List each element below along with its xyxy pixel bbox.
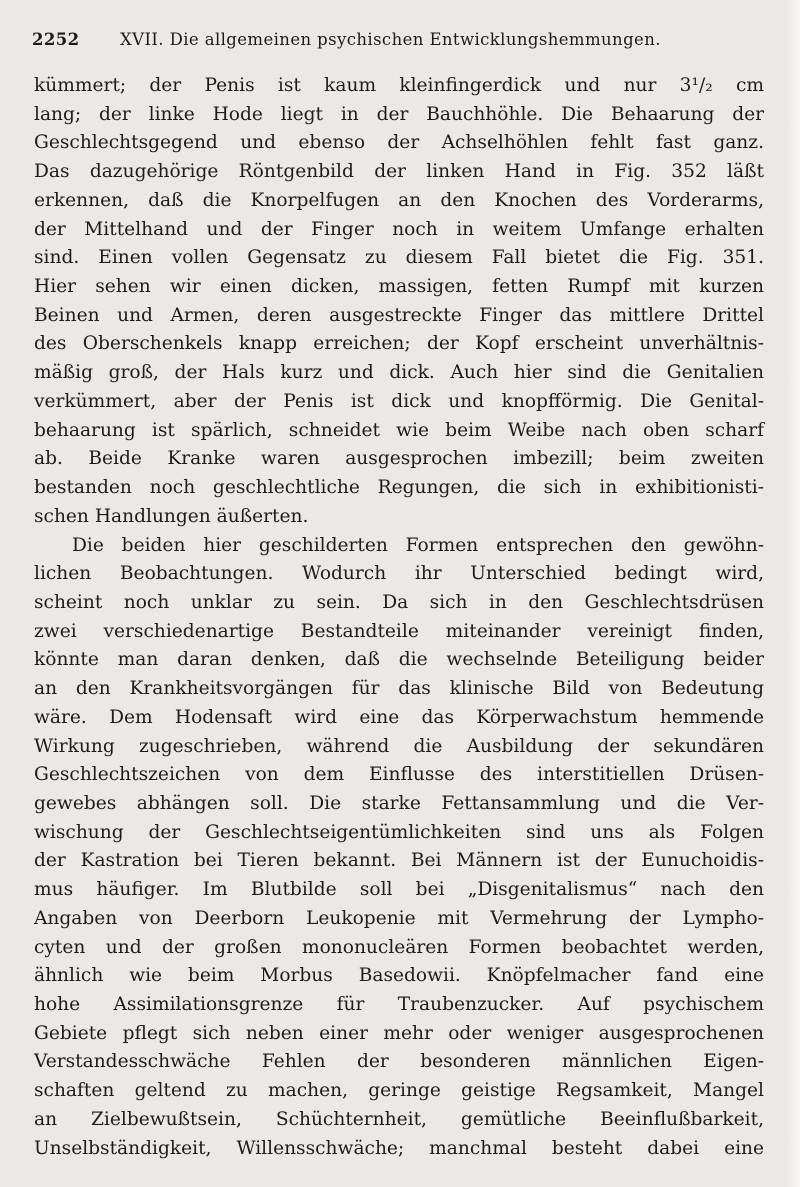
text-line: Das dazugehörige Röntgenbild der linken Hand in Fig. 352 läßt xyxy=(34,161,764,183)
text-line: gewebes abhängen soll. Die starke Fettansammlung und die Ver- xyxy=(34,792,764,814)
text-line: der Mittelhand und der Finger noch in weitem Umfange erhalten xyxy=(34,218,764,240)
body-text xyxy=(34,72,764,1163)
text-line: cyten und der großen mononucleären Formen beobachtet werden, xyxy=(34,936,764,958)
text-line: des Oberschenkels knapp erreichen; der Kopf erscheint unverhältnis- xyxy=(34,333,764,355)
text-line: Geschlechtsgegend und ebenso der Achselhöhlen fehlt fast ganz. xyxy=(34,132,764,154)
text-line: zwei verschiedenartige Bestandteile miteinander vereinigt finden, xyxy=(34,620,764,642)
text-line: kümmert; der Penis ist kaum kleinfingerdick und nur 3¹/₂ cm xyxy=(34,75,764,96)
text-line: an Zielbewußtsein, Schüchternheit, gemütliche Beeinflußbarkeit, xyxy=(34,1108,764,1130)
running-head-title: XVII. Die allgemeinen psychischen Entwicklungshemmungen. xyxy=(120,30,661,49)
text-line: lichen Beobachtungen. Wodurch ihr Unterschied bedingt wird, xyxy=(34,563,764,585)
text-line: Geschlechtszeichen von dem Einflusse des interstitiellen Drüsen- xyxy=(34,764,764,786)
text-line: verkümmert, aber der Penis ist dick und knopfförmig. Die Genital- xyxy=(34,390,764,412)
running-header xyxy=(32,30,772,54)
text-line: erkennen, daß die Knorpelfugen an den Knochen des Vorderarms, xyxy=(34,189,764,211)
text-line: Gebiete pflegt sich neben einer mehr oder weniger ausgesprochenen xyxy=(34,1022,764,1044)
text-line: Unselbständigkeit, Willensschwäche; manchmal besteht dabei eine xyxy=(34,1137,764,1159)
text-line: sind. Einen vollen Gegensatz zu diesem Fall bietet die Fig. 351. xyxy=(34,247,764,269)
text-line: lang; der linke Hode liegt in der Bauchhöhle. Die Behaarung der xyxy=(34,103,764,125)
text-line: wischung der Geschlechtseigentümlichkeiten sind uns als Folgen xyxy=(34,821,764,843)
paragraph-end-line: schen Handlungen äußerten. xyxy=(34,505,309,527)
text-line: Wirkung zugeschrieben, während die Ausbildung der sekundären xyxy=(34,735,764,757)
text-line: könnte man daran denken, daß die wechselnde Beteiligung beider xyxy=(34,649,764,671)
page-edge xyxy=(786,0,800,1187)
text-line: scheint noch unklar zu sein. Da sich in den Geschlechtsdrüsen xyxy=(34,591,764,613)
text-line: behaarung ist spärlich, schneidet wie beim Weibe nach oben scharf xyxy=(34,419,764,441)
text-line: hohe Assimilationsgrenze für Traubenzucker. Auf psychischem xyxy=(34,994,764,1015)
text-line: Angaben von Deerborn Leukopenie mit Vermehrung der Lympho- xyxy=(34,907,764,929)
text-line: mus häufiger. Im Blutbilde soll bei „Disgenitalismus“ nach den xyxy=(34,879,764,901)
text-line: Verstandesschwäche Fehlen der besonderen männlichen Eigen- xyxy=(34,1051,764,1073)
text-line: wäre. Dem Hodensaft wird eine das Körperwachstum hemmende xyxy=(34,706,764,728)
text-line: bestanden noch geschlechtliche Regungen, die sich in exhibitionisti- xyxy=(34,477,764,499)
page-number: 2252 xyxy=(32,30,80,49)
text-line: schaften geltend zu machen, geringe geistige Regsamkeit, Mangel xyxy=(34,1080,764,1102)
text-line: ab. Beide Kranke waren ausgesprochen imbezill; beim zweiten xyxy=(34,448,764,470)
text-line: an den Krankheitsvorgängen für das klinische Bild von Bedeutung xyxy=(34,678,764,700)
text-line: Hier sehen wir einen dicken, massigen, fetten Rumpf mit kurzen xyxy=(34,276,764,298)
text-line: der Kastration bei Tieren bekannt. Bei Männern ist der Eunuchoidis- xyxy=(34,850,764,872)
paragraph-start-line: Die beiden hier geschilderten Formen entsprechen den gewöhn- xyxy=(72,534,764,556)
text-line: mäßig groß, der Hals kurz und dick. Auch hier sind die Genitalien xyxy=(34,362,764,384)
text-line: Beinen und Armen, deren ausgestreckte Finger das mittlere Drittel xyxy=(34,304,764,326)
text-line: ähnlich wie beim Morbus Basedowii. Knöpfelmacher fand eine xyxy=(34,965,764,987)
